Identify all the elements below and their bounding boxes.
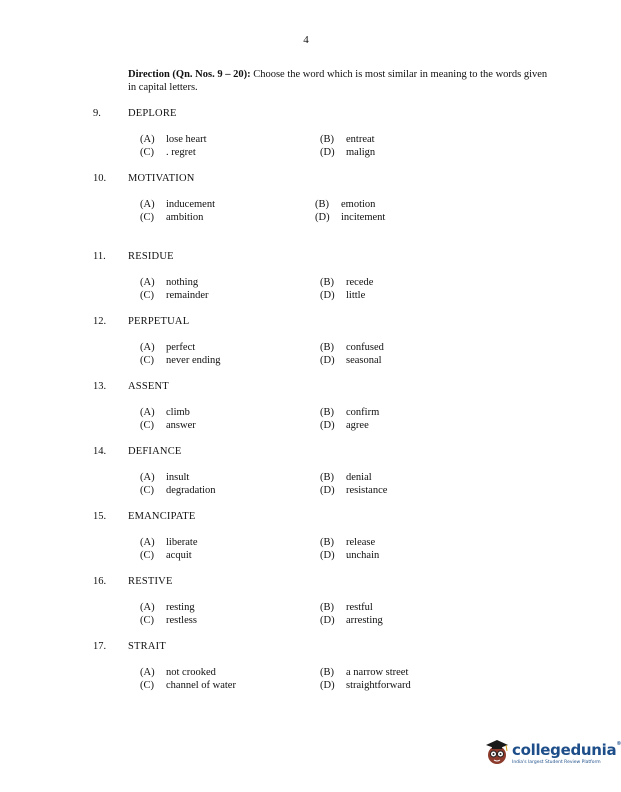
- option-letter: (A): [140, 342, 155, 353]
- option-b: [320, 134, 375, 145]
- option-a: [140, 342, 195, 353]
- option-text: nothing: [166, 277, 199, 288]
- option-d: [320, 290, 365, 301]
- question-number: 13.: [93, 381, 107, 392]
- option-text: ambition: [166, 212, 204, 223]
- option-text: recede: [346, 277, 374, 288]
- option-a: [140, 199, 215, 210]
- option-text: little: [346, 290, 366, 301]
- option-d: [320, 355, 382, 366]
- option-d: [320, 680, 411, 691]
- option-text: confused: [346, 342, 384, 353]
- option-c: [140, 615, 197, 626]
- question-item: [0, 108, 612, 168]
- option-text: unchain: [346, 550, 380, 561]
- option-b: [320, 342, 384, 353]
- option-c: [140, 550, 192, 561]
- option-text: denial: [346, 472, 372, 483]
- option-text: acquit: [166, 550, 192, 561]
- option-letter: (D): [315, 212, 330, 223]
- option-letter: (D): [320, 485, 335, 496]
- option-text: liberate: [166, 537, 198, 548]
- option-text: restless: [166, 615, 197, 626]
- option-letter: (B): [315, 199, 329, 210]
- option-letter: (B): [320, 472, 334, 483]
- option-a: [140, 667, 216, 678]
- logo-name: collegedunia: [512, 741, 617, 759]
- question-item: [0, 511, 612, 571]
- page-number: 4: [303, 34, 309, 46]
- option-letter: (C): [140, 147, 154, 158]
- option-b: [320, 537, 375, 548]
- option-letter: (D): [320, 147, 335, 158]
- question-number: 12.: [93, 316, 107, 327]
- option-text: malign: [346, 147, 376, 158]
- question-number: 17.: [93, 641, 107, 652]
- option-text: remainder: [166, 290, 209, 301]
- option-letter: (A): [140, 472, 155, 483]
- direction-heading: Direction (Qn. Nos. 9 – 20):: [128, 69, 251, 80]
- option-d: [320, 485, 387, 496]
- graduate-mascot-icon: [484, 737, 510, 767]
- collegedunia-logo: [484, 735, 621, 779]
- option-text: perfect: [166, 342, 196, 353]
- option-letter: (A): [140, 134, 155, 145]
- option-c: [140, 212, 203, 223]
- option-a: [140, 277, 198, 288]
- option-d: [315, 212, 385, 223]
- option-text: . regret: [166, 147, 196, 158]
- option-text: emotion: [341, 199, 376, 210]
- option-text: channel of water: [166, 680, 236, 691]
- option-letter: (D): [320, 680, 335, 691]
- option-text: not crooked: [166, 667, 216, 678]
- option-letter: (B): [320, 342, 334, 353]
- direction-instructions: [128, 68, 548, 94]
- option-text: answer: [166, 420, 196, 431]
- option-text: straightforward: [346, 680, 411, 691]
- option-text: a narrow street: [346, 667, 409, 678]
- option-letter: (A): [140, 277, 155, 288]
- option-letter: (D): [320, 615, 335, 626]
- option-letter: (A): [140, 199, 155, 210]
- question-number: 15.: [93, 511, 107, 522]
- question-number: 10.: [93, 173, 107, 184]
- option-letter: (C): [140, 355, 154, 366]
- direction-text: Choose the word which is most similar in meaning to the words given in capital letters.: [128, 69, 548, 93]
- question-item: [0, 641, 612, 701]
- option-a: [140, 407, 190, 418]
- option-letter: (D): [320, 355, 335, 366]
- option-c: [140, 290, 209, 301]
- option-letter: (D): [320, 550, 335, 561]
- logo-tagline: India's largest Student Review Platform: [512, 760, 601, 765]
- question-word: MOTIVATION: [128, 173, 195, 184]
- option-a: [140, 134, 207, 145]
- option-d: [320, 615, 383, 626]
- option-text: lose heart: [166, 134, 207, 145]
- question-word: ASSENT: [128, 381, 169, 392]
- option-letter: (C): [140, 680, 154, 691]
- option-b: [320, 407, 379, 418]
- option-letter: (A): [140, 407, 155, 418]
- option-letter: (B): [320, 537, 334, 548]
- option-c: [140, 485, 216, 496]
- option-letter: (B): [320, 407, 334, 418]
- option-text: release: [346, 537, 376, 548]
- option-text: agree: [346, 420, 369, 431]
- option-d: [320, 550, 379, 561]
- option-a: [140, 602, 195, 613]
- question-item: [0, 251, 612, 311]
- question-word: EMANCIPATE: [128, 511, 196, 522]
- option-letter: (C): [140, 420, 154, 431]
- question-number: 14.: [93, 446, 107, 457]
- question-number: 9.: [93, 108, 101, 119]
- option-b: [320, 277, 373, 288]
- option-letter: (B): [320, 602, 334, 613]
- option-letter: (C): [140, 212, 154, 223]
- question-item: [0, 316, 612, 376]
- option-text: degradation: [166, 485, 216, 496]
- option-c: [140, 147, 196, 158]
- option-d: [320, 147, 375, 158]
- option-text: never ending: [166, 355, 221, 366]
- option-d: [320, 420, 369, 431]
- question-word: RESTIVE: [128, 576, 173, 587]
- question-number: 11.: [93, 251, 106, 262]
- question-number: 16.: [93, 576, 107, 587]
- question-word: PERPETUAL: [128, 316, 190, 327]
- option-b: [320, 602, 373, 613]
- option-b: [315, 199, 375, 210]
- question-word: RESIDUE: [128, 251, 174, 262]
- registered-mark: ®: [616, 741, 621, 747]
- question-item: [0, 381, 612, 441]
- option-a: [140, 472, 189, 483]
- option-text: resistance: [346, 485, 388, 496]
- option-letter: (D): [320, 290, 335, 301]
- question-item: [0, 173, 612, 233]
- option-text: restful: [346, 602, 373, 613]
- option-letter: (B): [320, 277, 334, 288]
- option-text: resting: [166, 602, 195, 613]
- option-letter: (A): [140, 537, 155, 548]
- option-c: [140, 355, 221, 366]
- option-text: climb: [166, 407, 190, 418]
- question-word: STRAIT: [128, 641, 166, 652]
- option-a: [140, 537, 197, 548]
- option-text: insult: [166, 472, 190, 483]
- option-letter: (C): [140, 550, 154, 561]
- option-text: inducement: [166, 199, 215, 210]
- option-text: entreat: [346, 134, 375, 145]
- question-item: [0, 446, 612, 506]
- option-letter: (C): [140, 485, 154, 496]
- option-b: [320, 667, 408, 678]
- option-letter: (B): [320, 134, 334, 145]
- option-text: incitement: [341, 212, 386, 223]
- question-word: DEFIANCE: [128, 446, 182, 457]
- option-text: arresting: [346, 615, 383, 626]
- option-letter: (A): [140, 667, 155, 678]
- option-letter: (C): [140, 615, 154, 626]
- option-letter: (C): [140, 290, 154, 301]
- option-c: [140, 680, 236, 691]
- option-text: confirm: [346, 407, 380, 418]
- option-letter: (A): [140, 602, 155, 613]
- option-c: [140, 420, 196, 431]
- option-b: [320, 472, 372, 483]
- option-text: seasonal: [346, 355, 382, 366]
- question-item: [0, 576, 612, 636]
- question-word: DEPLORE: [128, 108, 177, 119]
- option-letter: (B): [320, 667, 334, 678]
- option-letter: (D): [320, 420, 335, 431]
